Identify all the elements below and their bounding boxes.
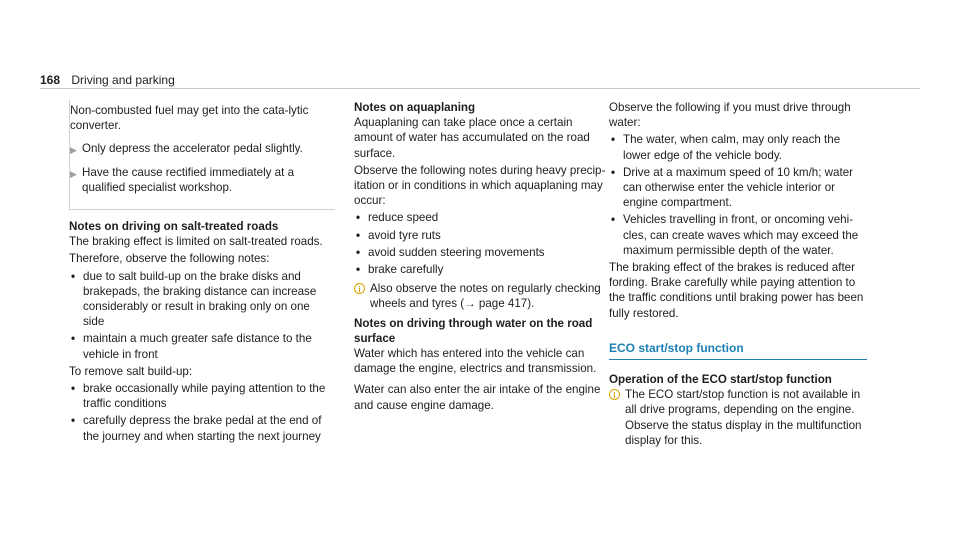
- aquaplaning-heading: Notes on aquaplaning: [354, 101, 476, 114]
- salt-observe: Therefore, observe the following notes:: [69, 252, 270, 266]
- water-text-1: Water which has entered into the vehicle can damage the engine, electrics and transmission.: [354, 347, 597, 376]
- eco-subheading: Operation of the ECO start/stop function: [609, 373, 832, 387]
- step-text: Only depress the accelerator pedal slightly.: [82, 142, 303, 156]
- water-text-2: Water can also enter the air intake of the engine and cause engine damage.: [354, 383, 601, 412]
- list-item: • Vehicles travelling in front, or oncoming vehi-cles, can create waves which may exceed the maximum permissible depth of the water.: [609, 212, 867, 258]
- aquaplaning-bullet-list: [354, 210, 610, 277]
- list-item: • Drive at a maximum speed of 10 km/h; water can otherwise enter the vehicle interior or engine compartment.: [609, 165, 867, 211]
- salt-intro: The braking effect is limited on salt-treated roads.: [69, 235, 323, 249]
- list-item: • due to salt build-up on the brake disks and brakepads, the braking distance can increase considerably or result in braking only on one side: [69, 269, 327, 330]
- list-item: • avoid tyre ruts: [354, 228, 610, 243]
- salt-heading: Notes on driving on salt-treated roads: [69, 220, 279, 234]
- step-text: Have the cause rectified immediately at a qualified specialist workshop.: [82, 165, 295, 194]
- eco-title-rule: [609, 359, 867, 360]
- aquaplaning-text: Aquaplaning can take place once a certain amount of water has accumulated on the road surface.: [354, 116, 590, 160]
- step-item: [70, 165, 325, 195]
- braking-text: The braking effect of the brakes is reduced after fording. Brake carefully while paying attention to the traffic conditions until braking power has been fully restored.: [609, 261, 864, 320]
- info-icon: i: [609, 389, 620, 400]
- column-3: [609, 100, 867, 448]
- header-divider: [40, 88, 920, 89]
- list-item: • carefully depress the brake pedal at the end of the journey and when starting the next journey: [69, 413, 327, 443]
- salt-bullet-list: [69, 269, 327, 362]
- info-text: Also observe the notes on regularly checking wheels and tyres (→ page 417).: [370, 282, 601, 311]
- info-icon: i: [354, 283, 365, 294]
- info-note: [354, 281, 610, 311]
- water-bullet-list: [609, 132, 867, 258]
- list-item: • brake carefully: [354, 262, 610, 277]
- eco-info-note: [609, 387, 867, 448]
- column-1: [69, 100, 327, 446]
- step-arrow-icon: ▶: [70, 145, 77, 156]
- water-observe: Observe the following if you must drive through water:: [609, 101, 851, 130]
- list-item: • reduce speed: [354, 210, 610, 225]
- warning-note-box: [69, 100, 335, 210]
- eco-info-text: The ECO start/stop function is not available in all drive programs, depending on the engine. Observe the status display in the multifunction display for this.: [625, 388, 862, 447]
- page-number: 168: [40, 73, 61, 87]
- list-item: • brake occasionally while paying attention to the traffic conditions: [69, 381, 327, 411]
- list-item: • avoid sudden steering movements: [354, 245, 610, 260]
- section-title: Driving and parking: [71, 73, 175, 87]
- aquaplaning-observe: Observe the following notes during heavy precip-itation or in conditions in which aquaplaning may occur:: [354, 163, 606, 208]
- water-heading: Notes on driving through water on the road surface: [354, 316, 593, 345]
- remove-intro: To remove salt build-up:: [69, 364, 193, 378]
- note-text: Non-combusted fuel may get into the cata-lytic converter.: [70, 104, 309, 133]
- step-arrow-icon: ▶: [70, 168, 77, 179]
- step-item: [70, 141, 325, 158]
- page-header: [40, 73, 175, 87]
- list-item: • maintain a much greater safe distance to the vehicle in front: [69, 331, 327, 361]
- eco-section-title: ECO start/stop function: [609, 340, 744, 355]
- column-2: [354, 100, 610, 415]
- remove-bullet-list: [69, 381, 327, 444]
- list-item: • The water, when calm, may only reach the lower edge of the vehicle body.: [609, 132, 867, 162]
